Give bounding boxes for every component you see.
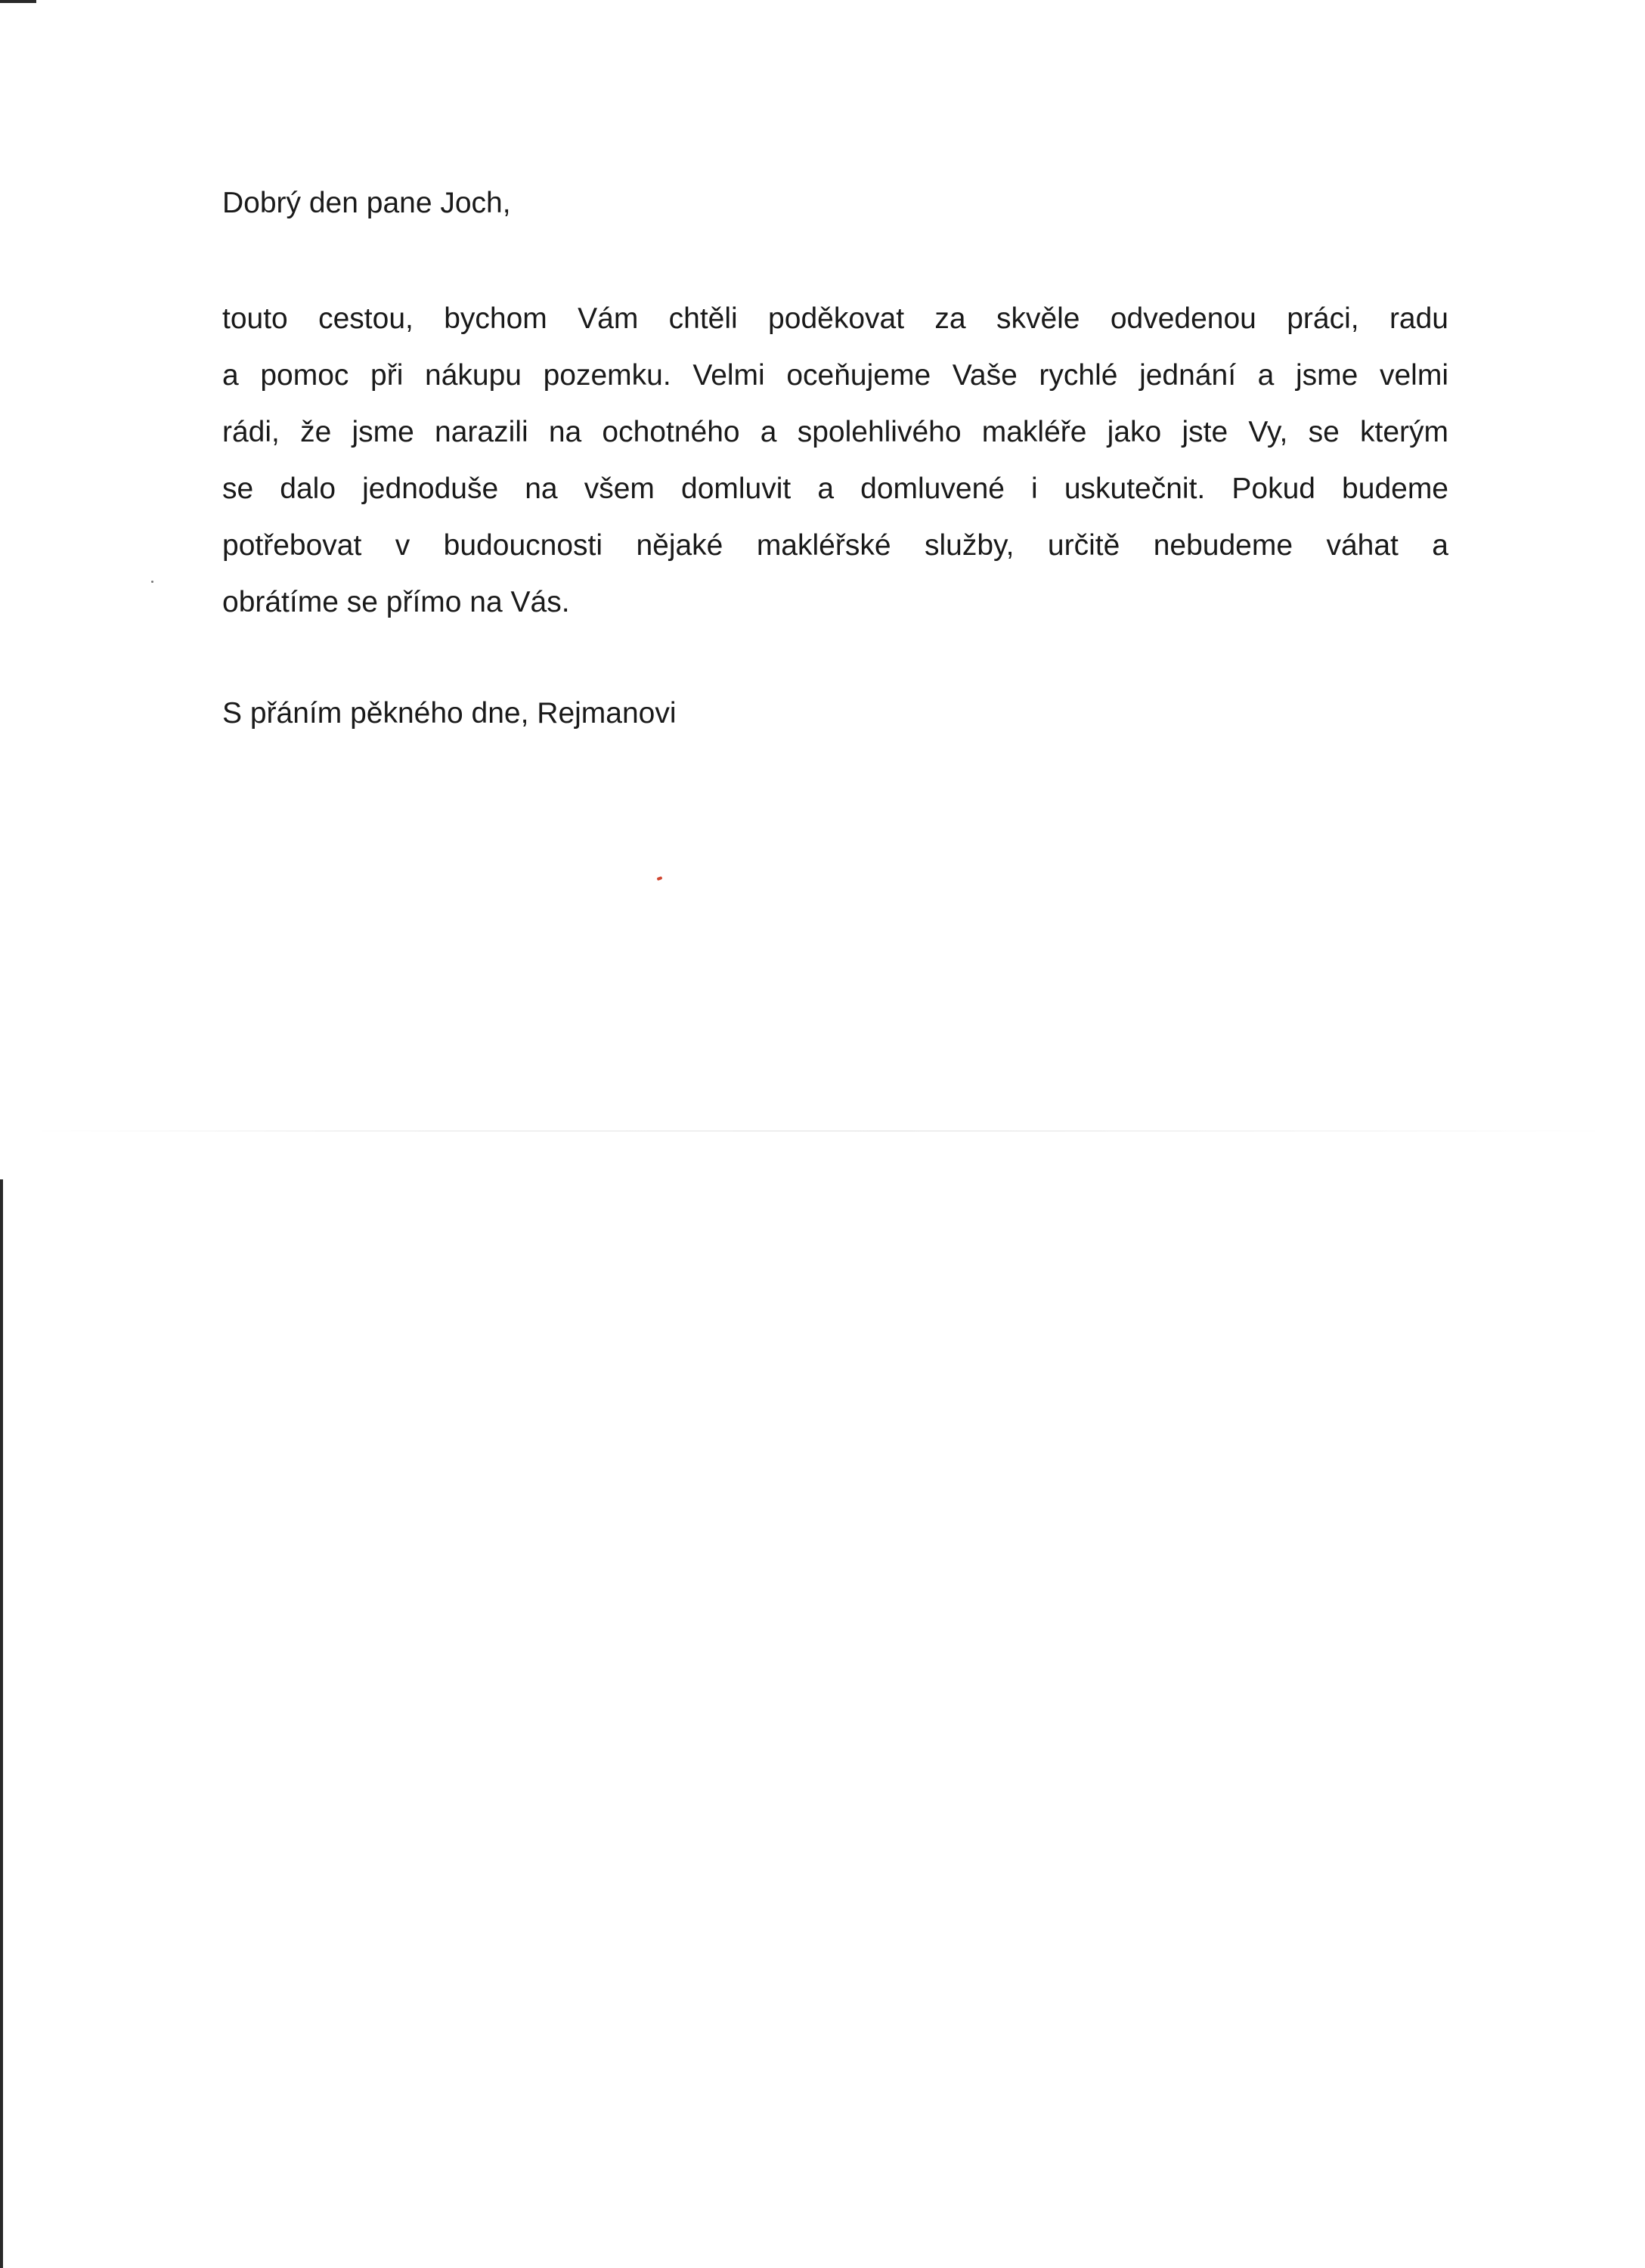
body-line: se dalo jednoduše na všem domluvit a domluvené i uskutečnit. Pokud budeme [222,472,1448,505]
letter-content [222,177,1448,730]
scan-speck [151,581,153,583]
body-line: touto cestou, bychom Vám chtěli poděkovat za skvěle odvedenou práci, radu [222,302,1448,335]
body-line: rádi, že jsme narazili na ochotného a spolehlivého makléře jako jste Vy, se kterým [222,416,1448,448]
body-line: a pomoc při nákupu pozemku. Velmi oceňujeme Vaše rychlé jednání a jsme velmi [222,359,1448,392]
red-ink-mark [657,876,663,881]
letter-body [222,290,1448,631]
scan-edge-top [0,0,36,3]
body-line: potřebovat v budoucnosti nějaké makléřské služby, určitě nebudeme váhat a [222,529,1448,562]
paper-fold-line [30,1130,1610,1132]
body-line: obrátíme se přímo na Vás. [222,586,570,618]
closing-signature: S přáním pěkného dne, Rejmanovi [222,697,677,730]
salutation: Dobrý den pane Joch, [222,187,511,219]
scan-edge-left [0,1179,3,2268]
